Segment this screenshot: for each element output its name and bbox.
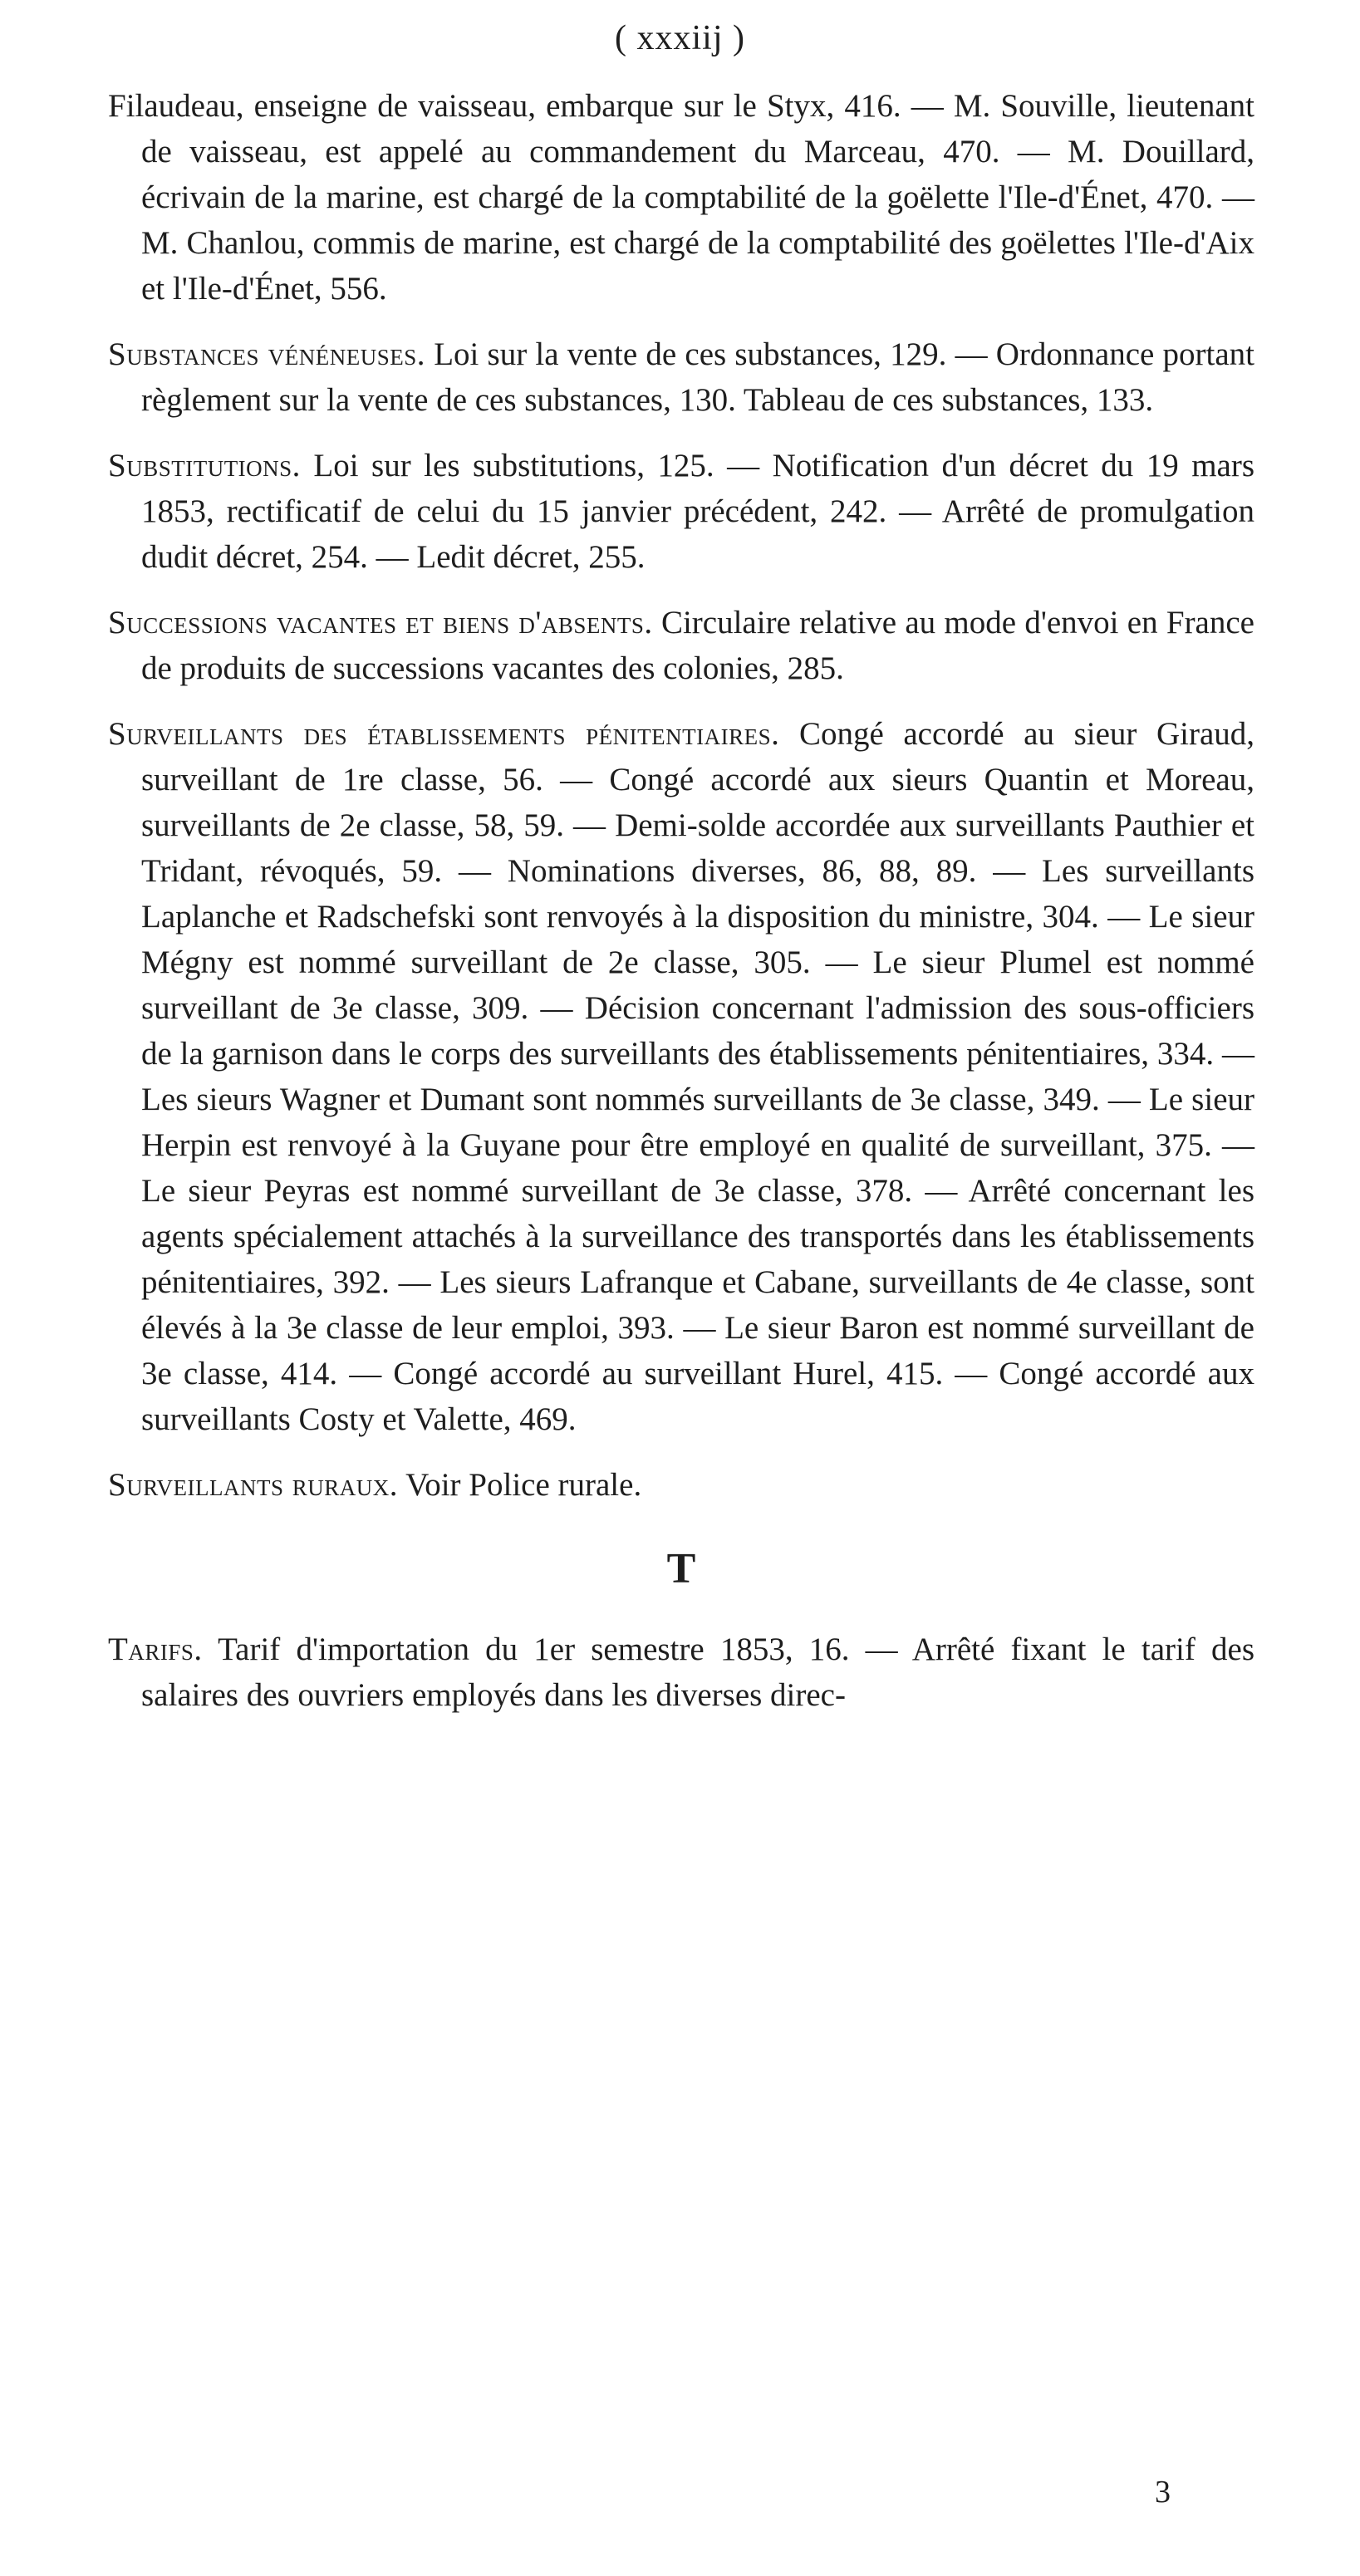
- index-entry-filaudeau: [108, 83, 1254, 312]
- index-content: [108, 83, 1254, 1738]
- index-entry-substances: [108, 331, 1254, 423]
- index-entry-tarifs: [108, 1627, 1254, 1718]
- entry-heading: Substitutions.: [108, 448, 301, 483]
- entry-heading: Successions vacantes et biens d'absents.: [108, 605, 653, 640]
- entry-heading: Substances vénéneuses.: [108, 336, 425, 372]
- entry-text: Loi sur la vente de ces substances, 129. — Ordonnance portant règlement sur la vente de ces substances, 130. Tableau de ces substances, 133.: [141, 336, 1254, 418]
- entry-heading: Surveillants ruraux.: [108, 1467, 399, 1503]
- entry-text: Loi sur les substitutions, 125. — Notification d'un décret du 19 mars 1853, rectificatif de celui du 15 janvier précédent, 242. — Arrêté de promulgation dudit décret, 254. — Ledit décret, 255.: [141, 448, 1255, 575]
- entry-text: Congé accordé au sieur Giraud, surveillant de 1re classe, 56. — Congé accordé aux sieurs Quantin et Moreau, surveillants de 2e classe, 58, 59. — Demi-solde accordée aux surveillants Pauthier et Tridant, révoqués, 59. — Nominations diverses, 86, 88, 89. — Les surveillants Laplanche et Radschefski sont renvoyés à la disposition du ministre, 304. — Le sieur Mégny est nommé surveillant de 2e classe, 305. — Le sieur Plumel est nommé surveillant de 3e classe, 309. — Décision concernant l'admission des sous-officiers de la garnison dans le corps des surveillants des établissements pénitentiaires, 334. — Les sieurs Wagner et Dumant sont nommés surveillants de 3e classe, 349. — Le sieur Herpin est renvoyé à la Guyane pour être employé en qualité de surveillant, 375. — Le sieur Peyras est nommé surveillant de 3e classe, 378. — Arrêté concernant les agents spécialement attachés à la surveillance des transportés dans les établissements pénitentiaires, 392. — Les sieurs Lafranque et Cabane, surveillants de 4e classe, sont élevés à la 3e classe de leur emploi, 393. — Le sieur Baron est nommé surveillant de 3e classe, 414. — Congé accordé au surveillant Hurel, 415. — Congé accordé aux surveillants Costy et Valette, 469.: [141, 716, 1255, 1437]
- page-number: ( xxxiij ): [615, 19, 745, 57]
- entry-text: Circulaire relative au mode d'envoi en France de produits de successions vacantes des colonies, 285.: [141, 605, 1254, 686]
- index-entry-successions: [108, 600, 1254, 691]
- entry-text: Voir Police rurale.: [405, 1467, 642, 1503]
- section-letter: T: [666, 1545, 696, 1592]
- signature-mark: 3: [1155, 2475, 1171, 2510]
- index-entry-substitutions: [108, 443, 1254, 580]
- entry-text: Filaudeau, enseigne de vaisseau, embarque sur le Styx, 416. — M. Souville, lieutenant de vaisseau, est appelé au commandement du Marceau, 470. — M. Douillard, écrivain de la marine, est chargé de la comptabilité de la goëlette l'Ile-d'Énet, 470. — M. Chanlou, commis de marine, est chargé de la comptabilité des goëlettes l'Ile-d'Aix et l'Ile-d'Énet, 556.: [108, 88, 1254, 307]
- index-entry-surveillants-ruraux: [108, 1462, 1254, 1508]
- entry-heading: Surveillants des établissements pénitentiaires.: [108, 716, 780, 752]
- index-entry-surveillants-penitentiaires: [108, 711, 1254, 1442]
- entry-text: Tarif d'importation du 1er semestre 1853, 16. — Arrêté fixant le tarif des salaires des ouvriers employés dans les diverses direc-: [141, 1631, 1255, 1713]
- entry-heading: Tarifs.: [108, 1631, 203, 1667]
